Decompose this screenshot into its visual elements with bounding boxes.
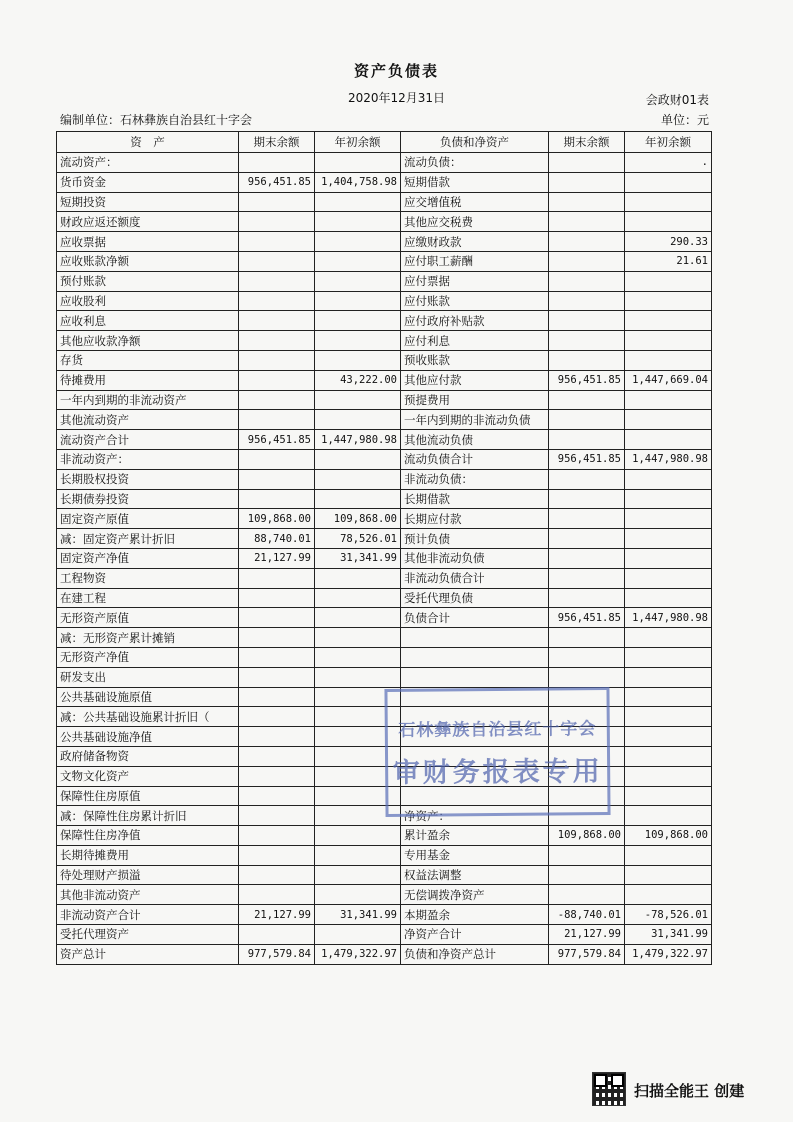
asset-label: 固定资产净值 xyxy=(57,548,239,568)
qr-code-icon xyxy=(592,1072,626,1106)
liability-label: 长期应付款 xyxy=(401,509,549,529)
stamp-line-1: 石林彝族自治县红十字会 xyxy=(398,719,597,741)
liability-end-balance xyxy=(549,153,625,173)
col-header-liabilities-end-balance: 期末余额 xyxy=(549,132,625,153)
asset-end-balance xyxy=(239,865,315,885)
asset-begin-balance xyxy=(315,826,401,846)
table-row xyxy=(57,667,712,687)
table-row xyxy=(57,232,712,252)
asset-begin-balance xyxy=(315,291,401,311)
asset-label: 工程物资 xyxy=(57,568,239,588)
liability-begin-balance xyxy=(625,390,712,410)
asset-begin-balance xyxy=(315,885,401,905)
liability-begin-balance xyxy=(625,707,712,727)
asset-label: 应收票据 xyxy=(57,232,239,252)
asset-begin-balance xyxy=(315,667,401,687)
liability-end-balance: 977,579.84 xyxy=(549,944,625,964)
liability-begin-balance xyxy=(625,845,712,865)
liability-end-balance xyxy=(549,172,625,192)
liability-end-balance xyxy=(549,647,625,667)
asset-label: 非流动资产： xyxy=(57,449,239,469)
table-row xyxy=(57,925,712,945)
report-date: 2020年12月31日 xyxy=(347,91,446,105)
asset-begin-balance xyxy=(315,588,401,608)
liability-end-balance xyxy=(549,628,625,648)
asset-begin-balance xyxy=(315,647,401,667)
table-row xyxy=(57,647,712,667)
liability-label: 负债和净资产总计 xyxy=(401,944,549,964)
asset-end-balance xyxy=(239,410,315,430)
liability-label: 其他应交税费 xyxy=(401,212,549,232)
asset-end-balance xyxy=(239,766,315,786)
asset-label: 流动资产： xyxy=(57,153,239,173)
liability-begin-balance xyxy=(625,786,712,806)
liability-label xyxy=(401,667,549,687)
asset-label: 财政应返还额度 xyxy=(57,212,239,232)
liability-begin-balance xyxy=(625,667,712,687)
asset-begin-balance xyxy=(315,628,401,648)
table-row xyxy=(57,370,712,390)
asset-end-balance xyxy=(239,469,315,489)
asset-label: 公共基础设施原值 xyxy=(57,687,239,707)
liability-label: 无偿调拨净资产 xyxy=(401,885,549,905)
asset-begin-balance: 109,868.00 xyxy=(315,509,401,529)
liability-label: 一年内到期的非流动负债 xyxy=(401,410,549,430)
liability-label: 流动负债： xyxy=(401,153,549,173)
reporting-organization: 编制单位：石林彝族自治县红十字会 xyxy=(60,113,253,127)
asset-begin-balance: 1,447,980.98 xyxy=(315,430,401,450)
liability-label: 非流动负债： xyxy=(401,469,549,489)
liability-begin-balance: 1,479,322.97 xyxy=(625,944,712,964)
table-row xyxy=(57,509,712,529)
liability-begin-balance xyxy=(625,647,712,667)
asset-end-balance xyxy=(239,350,315,370)
liability-end-balance: 956,451.85 xyxy=(549,608,625,628)
liability-begin-balance xyxy=(625,271,712,291)
liability-end-balance xyxy=(549,311,625,331)
liability-begin-balance: . xyxy=(625,153,712,173)
asset-end-balance xyxy=(239,687,315,707)
asset-end-balance xyxy=(239,192,315,212)
asset-label: 在建工程 xyxy=(57,588,239,608)
asset-label: 应收账款净额 xyxy=(57,251,239,271)
asset-end-balance xyxy=(239,727,315,747)
asset-end-balance xyxy=(239,449,315,469)
liability-end-balance xyxy=(549,885,625,905)
table-row xyxy=(57,390,712,410)
asset-begin-balance xyxy=(315,271,401,291)
col-header-liabilities-begin-balance: 年初余额 xyxy=(625,132,712,153)
liability-label: 流动负债合计 xyxy=(401,449,549,469)
table-row xyxy=(57,430,712,450)
table-row xyxy=(57,885,712,905)
liability-end-balance: 956,451.85 xyxy=(549,370,625,390)
asset-end-balance xyxy=(239,291,315,311)
scanner-watermark: 扫描全能王 创建 xyxy=(634,1082,745,1100)
asset-end-balance xyxy=(239,331,315,351)
asset-end-balance xyxy=(239,647,315,667)
asset-end-balance xyxy=(239,153,315,173)
liability-label: 应付政府补贴款 xyxy=(401,311,549,331)
asset-label: 存货 xyxy=(57,350,239,370)
asset-end-balance: 956,451.85 xyxy=(239,172,315,192)
asset-begin-balance: 31,341.99 xyxy=(315,548,401,568)
asset-end-balance xyxy=(239,568,315,588)
liability-end-balance xyxy=(549,667,625,687)
liability-begin-balance xyxy=(625,489,712,509)
table-row xyxy=(57,529,712,549)
liability-begin-balance xyxy=(625,291,712,311)
asset-begin-balance xyxy=(315,845,401,865)
liability-begin-balance: 1,447,669.04 xyxy=(625,370,712,390)
table-row xyxy=(57,766,712,786)
asset-begin-balance xyxy=(315,469,401,489)
liability-end-balance xyxy=(549,331,625,351)
asset-begin-balance xyxy=(315,410,401,430)
liability-begin-balance: 31,341.99 xyxy=(625,925,712,945)
liability-begin-balance xyxy=(625,212,712,232)
liability-end-balance xyxy=(549,568,625,588)
liability-label: 负债合计 xyxy=(401,608,549,628)
asset-label: 短期投资 xyxy=(57,192,239,212)
asset-begin-balance: 43,222.00 xyxy=(315,370,401,390)
asset-end-balance xyxy=(239,628,315,648)
asset-label: 公共基础设施净值 xyxy=(57,727,239,747)
table-row xyxy=(57,410,712,430)
liability-end-balance: 21,127.99 xyxy=(549,925,625,945)
table-row xyxy=(57,845,712,865)
liability-begin-balance: -78,526.01 xyxy=(625,905,712,925)
asset-begin-balance xyxy=(315,212,401,232)
asset-end-balance xyxy=(239,885,315,905)
asset-end-balance: 21,127.99 xyxy=(239,548,315,568)
liability-begin-balance xyxy=(625,350,712,370)
stamp-line-2: 审财务报表专用 xyxy=(392,756,603,789)
liability-label: 应交增值税 xyxy=(401,192,549,212)
asset-end-balance xyxy=(239,370,315,390)
table-row xyxy=(57,469,712,489)
asset-label: 流动资产合计 xyxy=(57,430,239,450)
table-row xyxy=(57,291,712,311)
asset-begin-balance xyxy=(315,311,401,331)
col-header-assets-end-balance: 期末余额 xyxy=(239,132,315,153)
liability-label: 预收账款 xyxy=(401,350,549,370)
table-row xyxy=(57,271,712,291)
asset-end-balance xyxy=(239,826,315,846)
asset-end-balance xyxy=(239,588,315,608)
liability-label: 受托代理负债 xyxy=(401,588,549,608)
col-header-liabilities: 负债和净资产 xyxy=(401,132,549,153)
liability-begin-balance xyxy=(625,509,712,529)
liability-begin-balance xyxy=(625,746,712,766)
liability-label: 应付票据 xyxy=(401,271,549,291)
table-row xyxy=(57,944,712,964)
asset-label: 应收利息 xyxy=(57,311,239,331)
asset-label: 长期股权投资 xyxy=(57,469,239,489)
liability-label: 累计盈余 xyxy=(401,826,549,846)
asset-label: 一年内到期的非流动资产 xyxy=(57,390,239,410)
asset-end-balance xyxy=(239,786,315,806)
asset-end-balance xyxy=(239,667,315,687)
asset-end-balance: 956,451.85 xyxy=(239,430,315,450)
asset-label: 固定资产原值 xyxy=(57,509,239,529)
liability-begin-balance xyxy=(625,885,712,905)
liability-end-balance xyxy=(549,350,625,370)
asset-label: 应收股利 xyxy=(57,291,239,311)
asset-label: 减：无形资产累计摊销 xyxy=(57,628,239,648)
liability-begin-balance: 290.33 xyxy=(625,232,712,252)
liability-begin-balance xyxy=(625,410,712,430)
asset-end-balance xyxy=(239,251,315,271)
asset-begin-balance xyxy=(315,153,401,173)
liability-end-balance xyxy=(549,390,625,410)
col-header-assets-begin-balance: 年初余额 xyxy=(315,132,401,153)
table-row xyxy=(57,905,712,925)
liability-end-balance xyxy=(549,529,625,549)
table-row xyxy=(57,806,712,826)
balance-sheet-table xyxy=(56,131,712,965)
asset-label: 保障性住房净值 xyxy=(57,826,239,846)
liability-end-balance xyxy=(549,291,625,311)
table-row xyxy=(57,311,712,331)
liability-label: 其他非流动负债 xyxy=(401,548,549,568)
asset-end-balance: 88,740.01 xyxy=(239,529,315,549)
liability-begin-balance xyxy=(625,311,712,331)
liability-begin-balance xyxy=(625,331,712,351)
liability-begin-balance xyxy=(625,430,712,450)
asset-label: 待摊费用 xyxy=(57,370,239,390)
liability-end-balance xyxy=(549,192,625,212)
asset-end-balance: 977,579.84 xyxy=(239,944,315,964)
liability-begin-balance xyxy=(625,806,712,826)
liability-begin-balance xyxy=(625,172,712,192)
asset-label: 受托代理资产 xyxy=(57,925,239,945)
liability-end-balance xyxy=(549,489,625,509)
asset-end-balance xyxy=(239,271,315,291)
page-title: 资产负债表 xyxy=(353,62,439,80)
liability-label: 其他应付款 xyxy=(401,370,549,390)
table-row xyxy=(57,153,712,173)
asset-label: 政府储备物资 xyxy=(57,746,239,766)
asset-end-balance xyxy=(239,212,315,232)
liability-begin-balance xyxy=(625,766,712,786)
asset-begin-balance xyxy=(315,865,401,885)
liability-end-balance xyxy=(549,865,625,885)
liability-label: 净资产合计 xyxy=(401,925,549,945)
liability-begin-balance: 21.61 xyxy=(625,251,712,271)
table-row xyxy=(57,212,712,232)
table-row xyxy=(57,786,712,806)
asset-label: 其他流动资产 xyxy=(57,410,239,430)
liability-end-balance xyxy=(549,469,625,489)
asset-begin-balance: 1,479,322.97 xyxy=(315,944,401,964)
liability-begin-balance: 1,447,980.98 xyxy=(625,449,712,469)
liability-begin-balance xyxy=(625,469,712,489)
liability-begin-balance xyxy=(625,192,712,212)
asset-begin-balance xyxy=(315,390,401,410)
asset-begin-balance xyxy=(315,568,401,588)
asset-end-balance xyxy=(239,390,315,410)
table-row xyxy=(57,608,712,628)
asset-begin-balance xyxy=(315,350,401,370)
liability-end-balance xyxy=(549,232,625,252)
table-row xyxy=(57,192,712,212)
asset-begin-balance xyxy=(315,608,401,628)
liability-end-balance: 109,868.00 xyxy=(549,826,625,846)
liability-begin-balance xyxy=(625,628,712,648)
asset-label: 文物文化资产 xyxy=(57,766,239,786)
liability-end-balance xyxy=(549,212,625,232)
asset-label: 保障性住房原值 xyxy=(57,786,239,806)
asset-begin-balance xyxy=(315,192,401,212)
table-row xyxy=(57,548,712,568)
asset-label: 资产总计 xyxy=(57,944,239,964)
asset-label: 长期债券投资 xyxy=(57,489,239,509)
liability-begin-balance xyxy=(625,548,712,568)
liability-label: 本期盈余 xyxy=(401,905,549,925)
liability-begin-balance xyxy=(625,865,712,885)
asset-label: 研发支出 xyxy=(57,667,239,687)
liability-begin-balance: 109,868.00 xyxy=(625,826,712,846)
liability-label: 应付利息 xyxy=(401,331,549,351)
official-seal-stamp xyxy=(384,687,610,817)
asset-end-balance xyxy=(239,707,315,727)
liability-label: 非流动负债合计 xyxy=(401,568,549,588)
asset-end-balance xyxy=(239,608,315,628)
table-row xyxy=(57,350,712,370)
asset-end-balance xyxy=(239,311,315,331)
liability-end-balance: 956,451.85 xyxy=(549,449,625,469)
liability-end-balance xyxy=(549,271,625,291)
asset-label: 减：保障性住房累计折旧 xyxy=(57,806,239,826)
asset-begin-balance xyxy=(315,489,401,509)
form-number: 会政财01表 xyxy=(645,93,709,107)
asset-label: 减：固定资产累计折旧 xyxy=(57,529,239,549)
liability-label: 应付职工薪酬 xyxy=(401,251,549,271)
liability-begin-balance xyxy=(625,529,712,549)
asset-end-balance xyxy=(239,806,315,826)
asset-label: 长期待摊费用 xyxy=(57,845,239,865)
liability-end-balance xyxy=(549,509,625,529)
asset-label: 货币资金 xyxy=(57,172,239,192)
liability-end-balance xyxy=(549,430,625,450)
asset-begin-balance: 1,404,758.98 xyxy=(315,172,401,192)
asset-begin-balance xyxy=(315,925,401,945)
liability-end-balance: -88,740.01 xyxy=(549,905,625,925)
asset-end-balance xyxy=(239,845,315,865)
asset-end-balance: 109,868.00 xyxy=(239,509,315,529)
liability-end-balance xyxy=(549,410,625,430)
liability-end-balance xyxy=(549,588,625,608)
liability-label: 短期借款 xyxy=(401,172,549,192)
asset-begin-balance xyxy=(315,251,401,271)
asset-end-balance xyxy=(239,232,315,252)
liability-label: 权益法调整 xyxy=(401,865,549,885)
asset-begin-balance xyxy=(315,449,401,469)
liability-end-balance xyxy=(549,251,625,271)
liability-label: 其他流动负债 xyxy=(401,430,549,450)
liability-end-balance xyxy=(549,548,625,568)
header-row xyxy=(57,132,712,153)
asset-begin-balance: 31,341.99 xyxy=(315,905,401,925)
liability-begin-balance xyxy=(625,588,712,608)
asset-end-balance xyxy=(239,925,315,945)
table-row xyxy=(57,331,712,351)
table-row xyxy=(57,628,712,648)
col-header-assets: 资 产 xyxy=(57,132,239,153)
liability-label: 净资产： xyxy=(401,806,549,826)
asset-begin-balance xyxy=(315,232,401,252)
liability-label: 应缴财政款 xyxy=(401,232,549,252)
asset-label: 待处理财产损溢 xyxy=(57,865,239,885)
asset-end-balance: 21,127.99 xyxy=(239,905,315,925)
table-row xyxy=(57,172,712,192)
table-row xyxy=(57,865,712,885)
liability-label: 长期借款 xyxy=(401,489,549,509)
currency-unit: 单位：元 xyxy=(660,113,709,127)
asset-begin-balance xyxy=(315,331,401,351)
asset-end-balance xyxy=(239,746,315,766)
liability-label: 预提费用 xyxy=(401,390,549,410)
liability-label xyxy=(401,647,549,667)
liability-label: 专用基金 xyxy=(401,845,549,865)
asset-label: 无形资产原值 xyxy=(57,608,239,628)
liability-begin-balance xyxy=(625,727,712,747)
asset-label: 其他非流动资产 xyxy=(57,885,239,905)
liability-label: 预计负债 xyxy=(401,529,549,549)
liability-begin-balance xyxy=(625,568,712,588)
asset-label: 预付账款 xyxy=(57,271,239,291)
table-row xyxy=(57,568,712,588)
asset-begin-balance: 78,526.01 xyxy=(315,529,401,549)
asset-label: 无形资产净值 xyxy=(57,647,239,667)
table-row xyxy=(57,588,712,608)
asset-label: 减：公共基础设施累计折旧（ xyxy=(57,707,239,727)
liability-begin-balance: 1,447,980.98 xyxy=(625,608,712,628)
table-row xyxy=(57,449,712,469)
liability-end-balance xyxy=(549,845,625,865)
table-row xyxy=(57,489,712,509)
table-row xyxy=(57,826,712,846)
table-row xyxy=(57,251,712,271)
liability-label xyxy=(401,628,549,648)
asset-label: 非流动资产合计 xyxy=(57,905,239,925)
asset-label: 其他应收款净额 xyxy=(57,331,239,351)
asset-end-balance xyxy=(239,489,315,509)
liability-label: 应付账款 xyxy=(401,291,549,311)
liability-begin-balance xyxy=(625,687,712,707)
